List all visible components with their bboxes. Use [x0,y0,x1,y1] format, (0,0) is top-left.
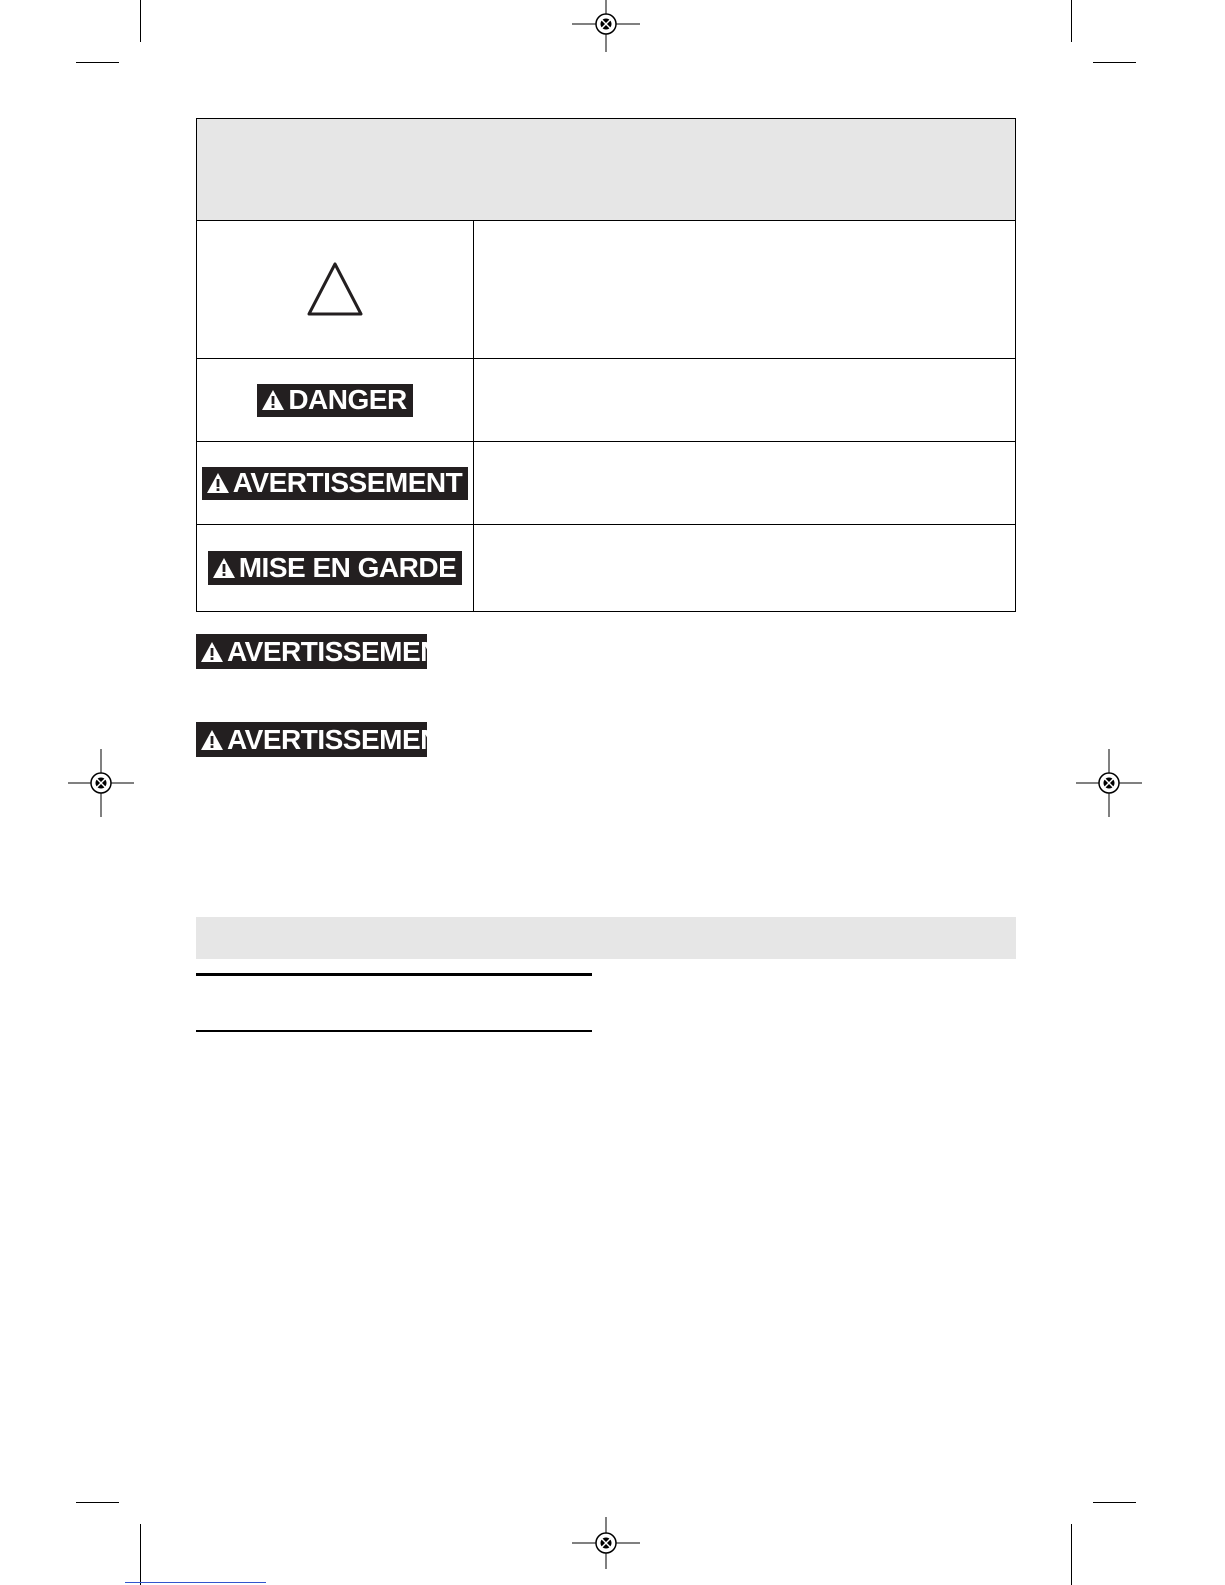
registration-mark-left [68,749,134,817]
crop-mark-bottom-left-vertical [140,1524,141,1585]
registration-mark-top [572,0,640,52]
table-row [197,221,1015,359]
warning-label-2 [196,722,457,757]
crop-mark-top-left-horizontal [76,62,119,63]
warning-label [202,467,468,500]
table-cell-symbol [197,221,474,358]
warning-triangle-icon [200,641,224,663]
crop-mark-bottom-right-vertical [1071,1524,1072,1585]
section-header-bar [196,917,1016,959]
section-rule-bottom [196,1030,592,1032]
safety-symbols-table [196,118,1016,612]
table-header [197,119,1015,221]
warning-label-text: AVERTISSEMENT [232,467,463,498]
warning-triangle-icon [261,389,285,411]
warning-label-1 [196,634,457,669]
table-row [197,442,1015,525]
crop-mark-top-right-horizontal [1093,62,1136,63]
danger-label [257,384,412,417]
caution-label [208,551,463,585]
table-cell-description [474,525,1015,611]
crop-mark-top-left-vertical [140,0,141,42]
table-cell-description [474,359,1015,441]
alert-triangle-icon [304,259,366,321]
warning-triangle-icon [212,557,236,579]
warning-triangle-icon [200,729,224,751]
caution-label-text: MISE EN GARDE [238,552,457,583]
crop-mark-bottom-right-horizontal [1093,1502,1136,1503]
table-cell-description [474,221,1015,358]
danger-label-text: DANGER [288,384,407,415]
warning-label-text: AVERTISSEMENT [227,635,457,667]
registration-mark-right [1076,749,1142,817]
crop-mark-top-right-vertical [1071,0,1072,42]
registration-mark-bottom [572,1517,640,1569]
crop-mark-bottom-left-horizontal [76,1502,119,1503]
table-cell-description [474,442,1015,524]
table-row [197,359,1015,442]
table-cell-symbol [197,442,474,524]
warning-label-text: AVERTISSEMENT [227,723,457,755]
link-underline[interactable] [125,1582,266,1583]
section-rule-top [196,973,592,976]
table-cell-symbol [197,359,474,441]
table-row [197,525,1015,611]
warning-triangle-icon [206,472,230,494]
table-cell-symbol [197,525,474,611]
